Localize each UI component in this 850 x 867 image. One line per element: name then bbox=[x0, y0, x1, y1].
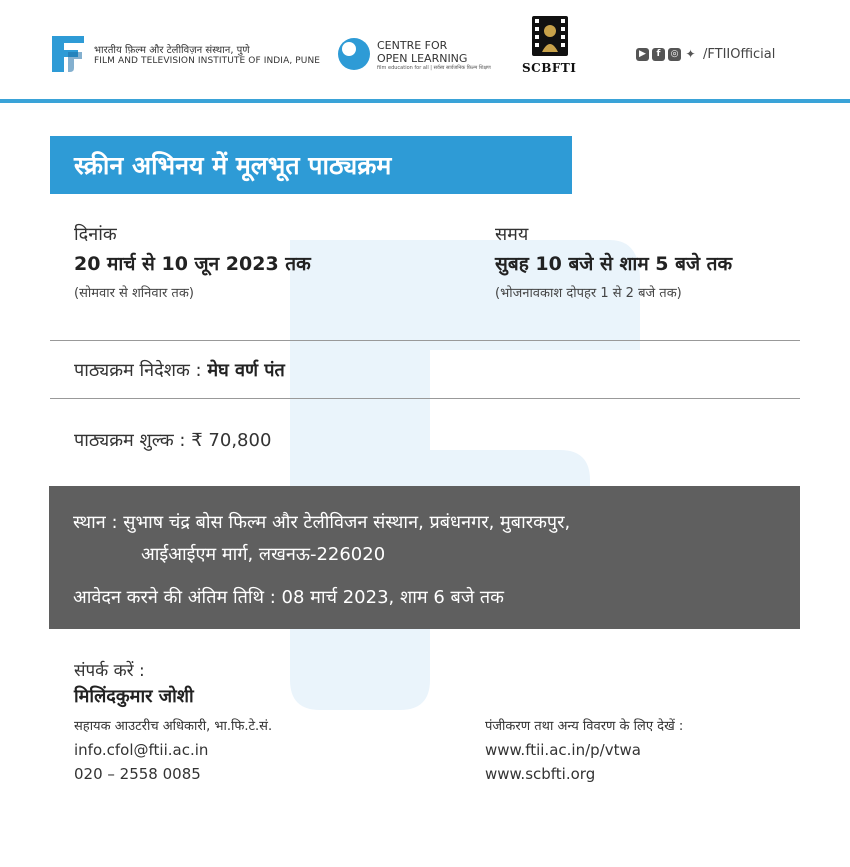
fee-value: ₹ 70,800 bbox=[191, 430, 272, 451]
fee-label: पाठ्यक्रम शुल्क : bbox=[74, 430, 186, 451]
time-note: (भोजनावकाश दोपहर 1 से 2 बजे तक) bbox=[495, 286, 682, 301]
application-deadline: आवेदन करने की अंतिम तिथि : 08 मार्च 2023, शाम 6 बजे तक bbox=[73, 587, 504, 608]
director-name: मेघ वर्ण पंत bbox=[207, 360, 285, 381]
scbfti-name: SCBFTI bbox=[522, 61, 577, 75]
facebook-icon[interactable]: f bbox=[652, 48, 665, 61]
instagram-icon[interactable]: ◎ bbox=[668, 48, 681, 61]
twitter-icon[interactable]: ✦ bbox=[685, 47, 696, 61]
venue-line2: आईआईएम मार्ग, लखनऊ-226020 bbox=[141, 544, 386, 565]
contact-email-link[interactable]: info.cfol@ftii.ac.in bbox=[74, 741, 209, 759]
cfol-name-line2: OPEN LEARNING bbox=[377, 52, 468, 65]
venue-box bbox=[49, 486, 800, 629]
cfol-tagline: film education for all | सर्वस्व सार्वजनिक फ़िल्म शिक्षण bbox=[377, 65, 491, 71]
divider bbox=[50, 398, 800, 399]
divider bbox=[50, 340, 800, 341]
header-divider bbox=[0, 99, 850, 103]
contact-name: मिलिंदकुमार जोशी bbox=[74, 686, 194, 707]
registration-link-ftii[interactable]: www.ftii.ac.in/p/vtwa bbox=[485, 741, 641, 759]
time-label: समय bbox=[495, 224, 529, 245]
venue-line1: स्थान : सुभाष चंद्र बोस फिल्म और टेलीविजन संस्थान, प्रबंधनगर, मुबारकपुर, bbox=[73, 512, 571, 533]
contact-label: संपर्क करें : bbox=[74, 661, 145, 681]
time-value: सुबह 10 बजे से शाम 5 बजे तक bbox=[495, 253, 733, 275]
course-fee bbox=[74, 428, 271, 452]
ftii-name-hindi: भारतीय फ़िल्म और टेलीविज़न संस्थान, पुणे bbox=[94, 45, 250, 56]
ftii-logo-icon bbox=[48, 34, 88, 74]
cfol-logo-icon bbox=[337, 37, 371, 71]
date-value: 20 मार्च से 10 जून 2023 तक bbox=[74, 253, 311, 275]
youtube-icon[interactable]: ▶ bbox=[636, 48, 649, 61]
date-note: (सोमवार से शनिवार तक) bbox=[74, 286, 194, 301]
social-handle: /FTIIOfficial bbox=[703, 47, 776, 62]
social-links bbox=[636, 47, 775, 62]
contact-role: सहायक आउटरीच अधिकारी, भा.फि.टे.सं. bbox=[74, 719, 273, 734]
registration-label: पंजीकरण तथा अन्य विवरण के लिए देखें : bbox=[485, 719, 684, 734]
ftii-name-english: FILM AND TELEVISION INSTITUTE OF INDIA, PUNE bbox=[94, 56, 321, 66]
course-title-banner bbox=[50, 136, 572, 194]
header bbox=[0, 0, 850, 100]
ftii-watermark-logo bbox=[230, 200, 650, 720]
course-director bbox=[74, 358, 285, 382]
director-label: पाठ्यक्रम निदेशक : bbox=[74, 360, 202, 381]
course-title: स्क्रीन अभिनय में मूलभूत पाठ्यक्रम bbox=[74, 151, 392, 180]
scbfti-logo-icon bbox=[528, 14, 572, 58]
registration-link-scbfti[interactable]: www.scbfti.org bbox=[485, 765, 596, 783]
contact-phone: 020 – 2558 0085 bbox=[74, 765, 201, 783]
date-label: दिनांक bbox=[74, 224, 117, 245]
cfol-name-line1: CENTRE FOR bbox=[377, 39, 448, 52]
